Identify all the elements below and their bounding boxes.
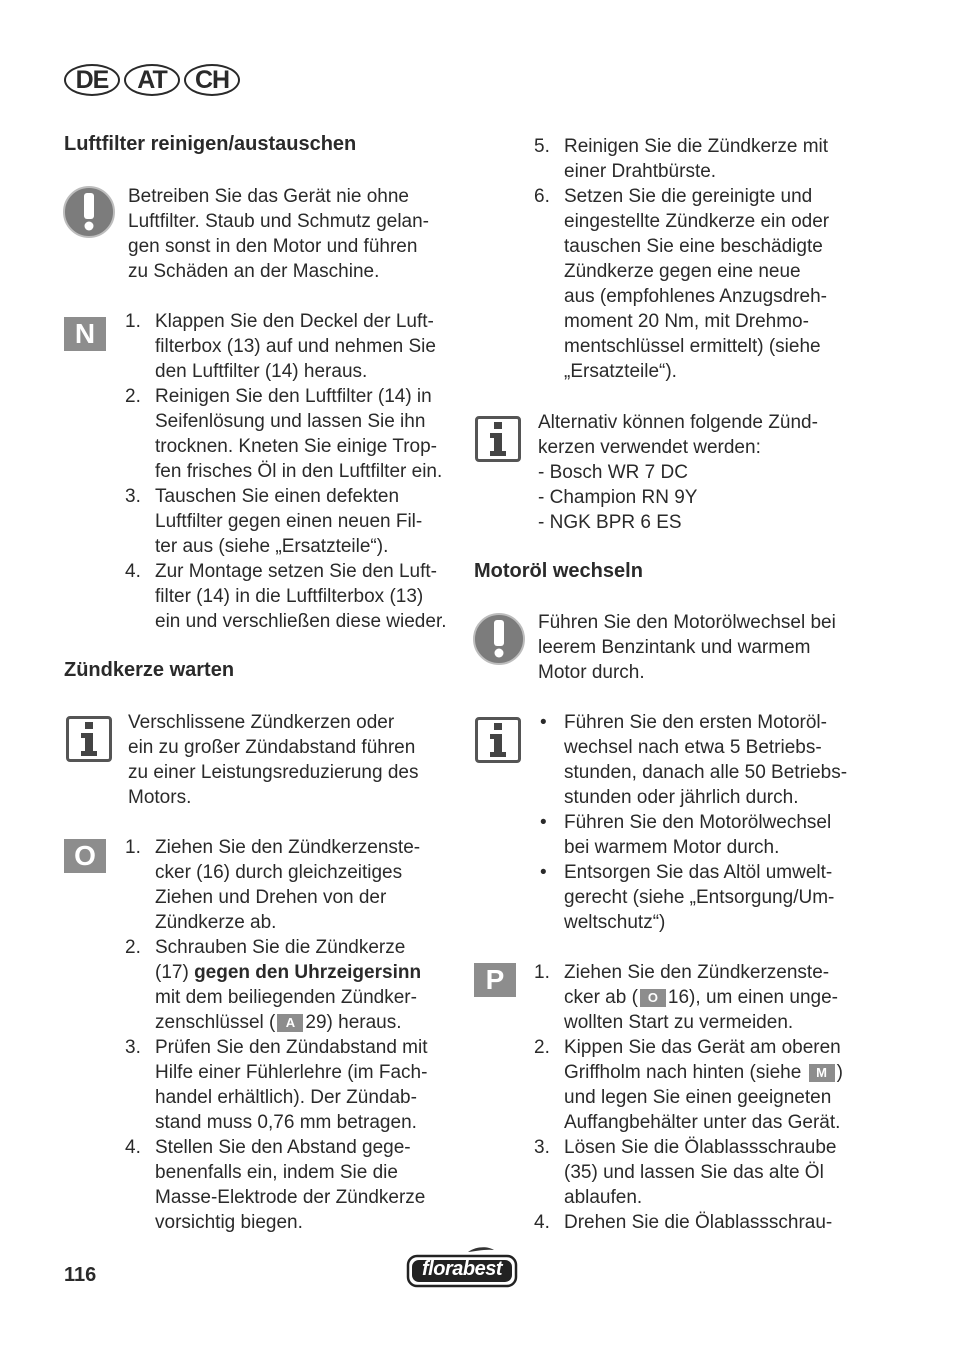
- section-title-zuendkerze: Zündkerze warten: [64, 659, 235, 681]
- luftfilter-steps: [125, 309, 455, 634]
- info-icon: [475, 717, 521, 763]
- list-item: 2. Reinigen Sie den Luftfilter (14) in Seifenlösung und lassen Sie ihn trocknen. Kneten Sie einige Trop- fen frisches Öl in den Luftfilter ein.: [125, 386, 443, 482]
- warning-icon: [473, 613, 525, 665]
- figure-ref-p: P: [474, 963, 516, 997]
- page-number: 116: [64, 1264, 97, 1286]
- list-item: 1. Ziehen Sie den Zündkerzenste- cker ab ( O 16), um einen unge- wollten Start zu vermeiden.: [534, 962, 838, 1033]
- motoroel-steps: [534, 960, 874, 1235]
- figure-ref-o: O: [64, 839, 106, 873]
- list-item: 4. Zur Montage setzen Sie den Luft- filter (14) in die Luftfilterbox (13) ein und verschließen diese wieder.: [125, 561, 447, 632]
- list-item: 2. Kippen Sie das Gerät am oberen Griffholm nach hinten (siehe M ) und legen Sie einen geeigneten Auffangbehälter unter das Gerät.: [534, 1037, 843, 1133]
- figure-ref-o-badge: O: [640, 989, 666, 1007]
- brand-logo-text: florabest: [422, 1258, 502, 1280]
- figure-ref-m-badge: M: [809, 1064, 835, 1082]
- section-title-motoroel: Motoröl wechseln: [474, 560, 643, 582]
- warning-icon: [63, 186, 115, 238]
- list-item: 1. Klappen Sie den Deckel der Luft- filterbox (13) auf und nehmen Sie den Luftfilter (14) heraus.: [125, 311, 436, 382]
- info-text-zuendkerze: Verschlissene Zündkerzen oder ein zu großer Zündabstand führen zu einer Leistungsreduzierung des Motors.: [128, 712, 419, 808]
- list-item: • Führen Sie den ersten Motoröl- wechsel nach etwa 5 Betriebs- stunden, danach alle 50 Betriebs- stunden oder jährlich durch.: [540, 712, 848, 808]
- info-text-alternative: Alternativ können folgende Zünd- kerzen verwendet werden: - Bosch WR 7 DC - Champion RN 9Y - NGK BPR 6 ES: [538, 412, 818, 533]
- figure-ref-n: N: [64, 317, 106, 351]
- list-item: 5. Reinigen Sie die Zündkerze mit einer Drahtbürste.: [534, 136, 829, 182]
- list-item: 6. Setzen Sie die gereinigte und eingestellte Zündkerze ein oder tauschen Sie eine beschädigte Zündkerze gegen eine neue aus (empfohlenes Anzugsdreh- moment 20 Nm, mit Drehmo- mentschlüssel ermittelt) (siehe „Ersatzteile“).: [534, 186, 830, 382]
- zuendkerze-steps: [125, 835, 455, 1235]
- list-item: 3. Lösen Sie die Ölablassschraube (35) und lassen Sie das alte Öl ablaufen.: [534, 1137, 837, 1208]
- list-item: • Entsorgen Sie das Altöl umwelt- gerecht (siehe „Entsorgung/Um- weltschutz“): [540, 862, 835, 933]
- zuendkerze-steps-cont: [534, 134, 874, 384]
- brand-logo: [406, 1246, 518, 1288]
- list-item: 4. Drehen Sie die Ölablassschrau-: [534, 1212, 833, 1233]
- lang-badge-ch: CH: [184, 64, 240, 96]
- list-item: 3. Prüfen Sie den Zündabstand mit Hilfe einer Fühlerlehre (im Fach- handel erhältlich). Der Zündab- stand muss 0,76 mm betragen.: [125, 1037, 428, 1133]
- lang-badge-de: DE: [64, 64, 120, 96]
- info-icon: [66, 716, 112, 762]
- warning-text-motoroel: Führen Sie den Motorölwechsel bei leerem Benzintank und warmem Motor durch.: [538, 612, 836, 683]
- info-icon: [475, 416, 521, 462]
- warning-text-luftfilter: Betreiben Sie das Gerät nie ohne Luftfilter. Staub und Schmutz gelan- gen sonst in den Motor und führen zu Schäden an der Maschine.: [128, 186, 430, 282]
- section-title-luftfilter: Luftfilter reinigen/austauschen: [64, 133, 357, 155]
- list-item: 3. Tauschen Sie einen defekten Luftfilter gegen einen neuen Fil- ter aus (siehe „Ersatzteile“).: [125, 486, 423, 557]
- list-item: 1. Ziehen Sie den Zündkerzenste- cker (16) durch gleichzeitiges Ziehen und Drehen von der Zündkerze ab.: [125, 837, 421, 933]
- list-item: 2. Schrauben Sie die Zündkerze (17) gegen den Uhrzeigersinn mit dem beiliegenden Zündker- zenschlüssel ( A 29) heraus.: [125, 937, 422, 1033]
- list-item: 4. Stellen Sie den Abstand gege- benenfalls ein, indem Sie die Masse-Elektrode der Zündkerze vorsichtig biegen.: [125, 1137, 426, 1233]
- list-item: • Führen Sie den Motorölwechsel bei warmem Motor durch.: [540, 812, 832, 858]
- figure-ref-a-badge: A: [277, 1014, 303, 1032]
- motoroel-bullets: [540, 710, 880, 935]
- language-badges: [64, 64, 240, 96]
- lang-badge-at: AT: [124, 64, 180, 96]
